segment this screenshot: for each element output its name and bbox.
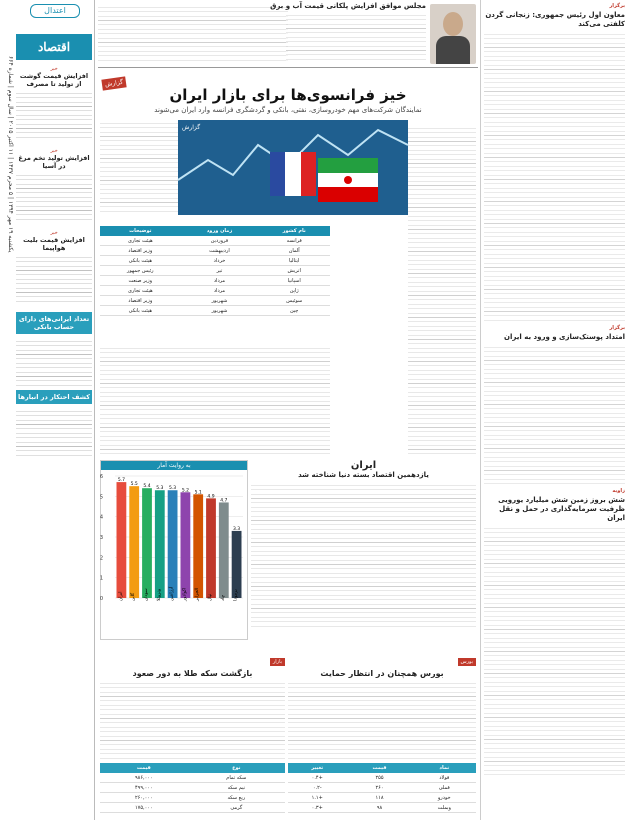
table-row	[100, 286, 330, 296]
table-cell: مرداد	[181, 286, 259, 296]
masthead-logo: اعتدال	[30, 4, 80, 18]
news-tag: خبر	[50, 148, 58, 154]
news-body	[16, 254, 92, 302]
table-header: تغییر	[288, 763, 346, 773]
y-tick-label: 1	[99, 575, 103, 582]
bar	[117, 482, 127, 598]
right-column	[480, 0, 628, 820]
block-label: برگزار	[609, 325, 625, 331]
table-cell: ۲۶۰	[346, 783, 412, 793]
main-body-right	[408, 125, 476, 455]
table-cell: +۰.۳	[288, 803, 346, 813]
portrait-photo	[430, 4, 476, 64]
hero-image	[178, 120, 408, 215]
table-row	[100, 306, 330, 316]
table-cell: ۲۵۵	[346, 773, 412, 783]
category-label: سودان	[144, 588, 149, 601]
table-cell: چین	[258, 306, 330, 316]
bar	[181, 492, 191, 598]
strip-news-item[interactable]	[16, 148, 92, 220]
iran-flag-icon	[318, 158, 378, 202]
table-header: نوع	[188, 763, 285, 773]
table-row	[100, 276, 330, 286]
table-header: توضیحات	[100, 226, 181, 236]
bar-value-label: 5.5	[130, 482, 138, 488]
table-row	[100, 773, 285, 783]
news-body	[16, 338, 92, 386]
right-block[interactable]	[484, 3, 625, 321]
main-column	[98, 0, 478, 820]
table-cell: اردیبهشت	[181, 246, 259, 256]
economy-story	[251, 460, 476, 640]
table-cell: شهریور	[181, 306, 259, 316]
table-cell: -۰.۲	[288, 783, 346, 793]
table-cell: نیم سکه	[188, 783, 285, 793]
table-row	[100, 803, 285, 813]
y-tick-label: 6	[99, 474, 103, 480]
table-cell: سوئیس	[258, 296, 330, 306]
table-cell: فملی	[413, 783, 476, 793]
main-subhead: نمایندگان شرکت‌های مهم خودروسازی، نفتی، بانکی و گردشگری فرانسه وارد ایران می‌شوند	[154, 106, 422, 114]
news-body	[16, 90, 92, 138]
table-cell: فرانسه	[258, 236, 330, 246]
category-label: نپال	[208, 593, 213, 601]
bar-value-label: 5.3	[156, 486, 164, 492]
table-cell: گرمی	[188, 803, 285, 813]
table-cell: رئیس جمهور	[100, 266, 181, 276]
gold-price-table	[100, 763, 285, 813]
news-title: افزایش قیمت بلیت هواپیما	[23, 236, 85, 252]
table-cell: +۱.۱	[288, 793, 346, 803]
bar-value-label: 4.9	[207, 494, 215, 500]
table-cell: فروردین	[181, 236, 259, 246]
table-row	[100, 783, 285, 793]
category-label: الجزایر	[195, 588, 201, 601]
table-cell: مرداد	[181, 276, 259, 286]
table-cell: ۹۸	[346, 803, 412, 813]
category-label: برمودا	[233, 589, 239, 601]
visits-table	[100, 226, 330, 316]
table-cell: ۱۱۸	[346, 793, 412, 803]
block-label: برگزار	[609, 3, 625, 9]
bar-value-label: 5.7	[117, 478, 125, 484]
block-title: معاون اول رئیس جمهوری: زنجانی گردن کلفتی می‌کند	[485, 11, 625, 28]
table-row	[288, 803, 476, 813]
category-label: چاد	[220, 594, 226, 601]
news-tag: خبر	[50, 230, 58, 236]
chart-title: به روایت آمار	[101, 461, 247, 470]
top-story-title[interactable]: مجلس موافق افزایش پلکانی قیمت آب و برق	[270, 2, 426, 10]
bar	[142, 488, 152, 598]
bar	[168, 490, 178, 598]
bar-value-label: 3.3	[233, 526, 241, 532]
gold-story-body	[100, 680, 285, 760]
table-cell: هیئت تجاری	[100, 286, 181, 296]
report-badge: گزارش	[101, 76, 126, 90]
news-body	[16, 172, 92, 220]
left-news-strip	[0, 0, 95, 820]
table-header: قیمت	[100, 763, 188, 773]
category-label: اکوادور	[182, 587, 188, 601]
table-cell: هیئت بانکی	[100, 256, 181, 266]
table-row	[100, 793, 285, 803]
table-row	[288, 783, 476, 793]
table-cell: ۲۶۰,۰۰۰	[100, 793, 188, 803]
highlight-box[interactable]: تعداد ایرانی‌های دارای حساب بانکی	[16, 312, 92, 334]
story-subtitle: یازدهمین اقتصاد بسته دنیا شناخته شد	[298, 471, 429, 479]
bar	[206, 498, 216, 598]
bar-value-label: 5.3	[169, 486, 177, 492]
news-body	[16, 408, 92, 456]
y-tick-label: 0	[99, 596, 103, 602]
table-header: نماد	[413, 763, 476, 773]
block-title: امتداد پوستک‌سازی و ورود به ایران	[504, 333, 625, 341]
table-header: قیمت	[346, 763, 412, 773]
bar	[193, 494, 203, 598]
table-cell: وبملت	[413, 803, 476, 813]
hero-label: گزارش	[182, 124, 201, 131]
table-header: نام کشور	[258, 226, 330, 236]
top-story-body-left	[98, 4, 288, 64]
bar-value-label: 5.1	[194, 490, 202, 496]
y-tick-label: 3	[99, 535, 103, 541]
news-tag: خبر	[50, 66, 58, 72]
gold-story-title[interactable]: بازگشت سکه طلا به دور صعود	[132, 669, 253, 678]
table-cell: شهریور	[181, 296, 259, 306]
table-cell: ژاپن	[258, 286, 330, 296]
table-cell: سکه تمام	[188, 773, 285, 783]
main-body-bottom	[100, 345, 330, 455]
bar	[129, 486, 139, 598]
section-label: اقتصاد	[16, 34, 92, 60]
table-row	[100, 296, 330, 306]
bar	[232, 531, 242, 598]
top-story-body	[286, 12, 426, 62]
table-cell: خودرو	[413, 793, 476, 803]
category-label: آرژانتین	[169, 586, 175, 601]
table-row	[100, 236, 330, 246]
gold-story	[100, 648, 285, 818]
portrait-body	[436, 36, 470, 64]
table-header: زمان ورود	[181, 226, 259, 236]
block-body	[484, 31, 625, 321]
bar-value-label: 5.2	[181, 488, 189, 494]
strip-news-item[interactable]	[16, 66, 92, 138]
table-cell: ربع سکه	[188, 793, 285, 803]
story-title[interactable]: ایران	[350, 460, 377, 471]
table-cell: اسپانیا	[258, 276, 330, 286]
bourse-table	[288, 763, 476, 813]
bourse-story	[288, 648, 476, 818]
story-tag: بورس	[458, 658, 477, 666]
y-tick-label: 5	[99, 494, 103, 501]
bar-value-label: 5.4	[143, 484, 151, 490]
bar-chart	[101, 470, 247, 634]
date-header: یکشنبه ۱۹ مهر ۱۳۹۴ | ۵ محرم ۱۴۳۷ | ۱۱ اکتبر ۲۰۱۵ | سال سوم | شماره ۶۶۴	[7, 55, 14, 253]
block-body	[484, 344, 625, 484]
table-cell: وزیر صنعت	[100, 276, 181, 286]
table-row	[288, 793, 476, 803]
strip-news-list	[16, 66, 92, 456]
story-body	[251, 482, 476, 627]
right-block[interactable]	[484, 325, 625, 484]
table-cell: آلمان	[258, 246, 330, 256]
news-title: افزایش قیمت گوشت از تولید تا مصرف	[19, 72, 89, 88]
block-label: زاویه	[612, 488, 625, 494]
news-title: افزایش تولید تخم مرغ در آسیا	[18, 154, 90, 170]
table-row	[100, 266, 330, 276]
table-row	[100, 256, 330, 266]
bourse-story-title[interactable]: بورس همچنان در انتظار حمایت	[320, 669, 444, 678]
bar	[155, 490, 165, 598]
table-cell: هیئت بانکی	[100, 306, 181, 316]
table-cell: فولاد	[413, 773, 476, 783]
table-cell: وزیر اقتصاد	[100, 246, 181, 256]
stats-chart	[100, 460, 248, 640]
story-tag: بازار	[270, 658, 285, 666]
main-headline[interactable]: خیز فرانسوی‌ها برای بازار ایران	[169, 86, 407, 104]
top-story	[98, 0, 478, 68]
bourse-story-body	[288, 680, 476, 760]
category-label: ایران	[118, 591, 124, 601]
block-title: شش بروز زمین شش میلیارد یورویی ظرفیت سرمایه‌گذاری در حمل و نقل ایران	[498, 496, 625, 522]
y-tick-label: 4	[99, 514, 103, 521]
bar-value-label: 4.7	[220, 498, 228, 504]
category-label: ونزوئلا	[156, 588, 162, 601]
table-cell: +۰.۴	[288, 773, 346, 783]
table-cell: وزیر اقتصاد	[100, 296, 181, 306]
table-row	[288, 773, 476, 783]
block-body	[484, 525, 625, 775]
y-tick-label: 2	[99, 555, 103, 562]
category-label: گابن	[131, 592, 137, 601]
right-block[interactable]	[484, 488, 625, 775]
table-cell: اتریش	[258, 266, 330, 276]
table-cell: هیئت تجاری	[100, 236, 181, 246]
table-row	[100, 246, 330, 256]
table-cell: ایتالیا	[258, 256, 330, 266]
table-cell: ۱۷۵,۰۰۰	[100, 803, 188, 813]
table-cell: ۴۹۹,۰۰۰	[100, 783, 188, 793]
main-body-left	[100, 120, 180, 215]
table-cell: خرداد	[181, 256, 259, 266]
france-flag-icon	[270, 152, 316, 196]
portrait-face	[443, 12, 463, 36]
table-cell: ۹۸۶,۰۰۰	[100, 773, 188, 783]
highlight-box[interactable]: کشف احتکار در انبارها	[16, 390, 92, 404]
bar	[219, 502, 229, 598]
strip-news-item[interactable]	[16, 230, 92, 302]
table-cell: تیر	[181, 266, 259, 276]
